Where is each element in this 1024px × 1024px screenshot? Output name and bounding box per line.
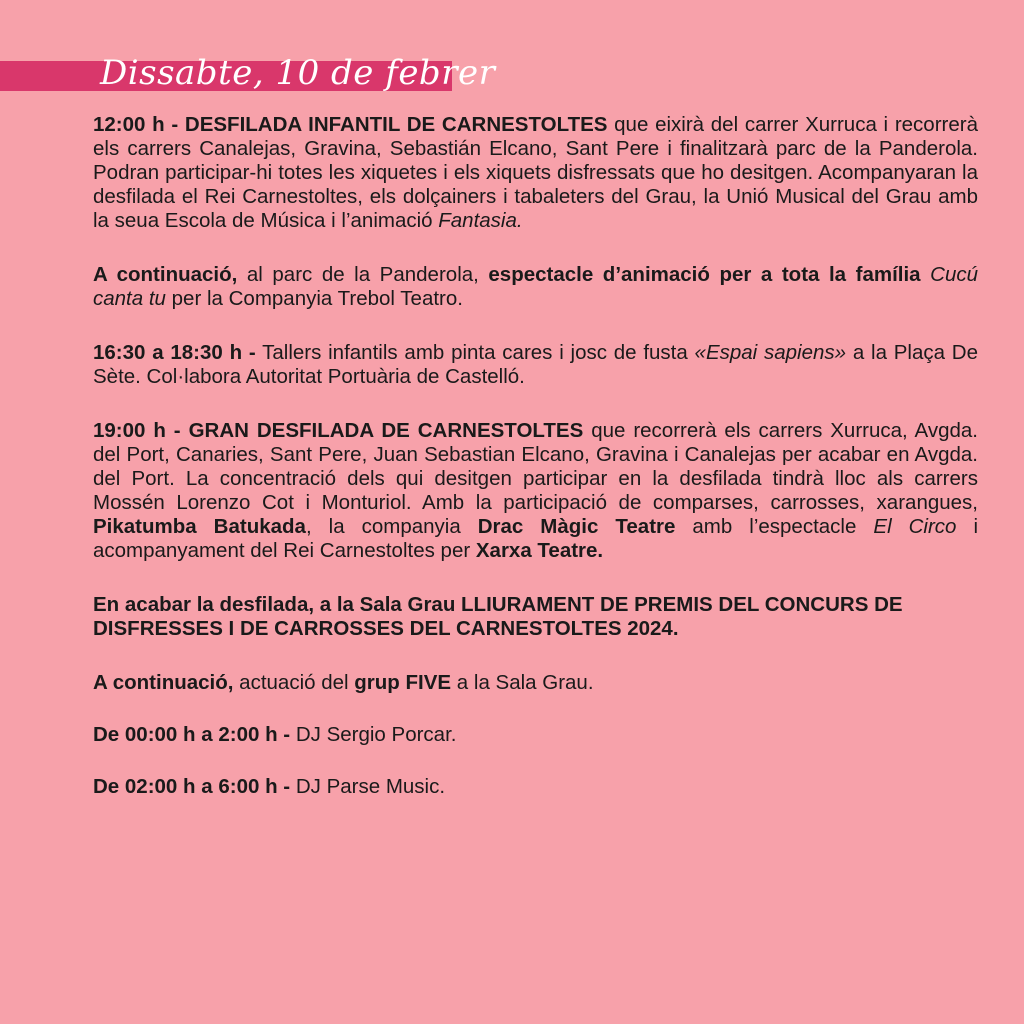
event-group: Xarxa Teatre. xyxy=(475,539,604,562)
event-description: Tallers infantils amb pinta cares i josc de fusta xyxy=(255,341,695,364)
event-description xyxy=(921,263,931,286)
event-time: 19:00 h - GRAN DESFILADA DE CARNESTOLTES xyxy=(93,419,584,442)
event-group: Drac Màgic Teatre xyxy=(477,515,676,538)
event-dj-1 xyxy=(93,723,978,747)
event-description: DJ Parse Music. xyxy=(290,775,446,798)
event-concert xyxy=(93,671,978,695)
event-time: De 02:00 h a 6:00 h - xyxy=(93,775,291,798)
event-highlight: espectacle d’animació per a tota la família xyxy=(488,263,921,286)
event-group: Pikatumba Batukada xyxy=(93,515,306,538)
event-description: , la companyia xyxy=(305,515,478,538)
event-description: per la Companyia Trebol Teatro. xyxy=(165,287,463,310)
event-group: grup FIVE xyxy=(354,671,452,694)
date-title: Dissabte, 10 de febrer xyxy=(100,53,496,93)
event-description: que eixirà del carrer Xurruca i recorrerà els carrers Canalejas, Gravina, Sebastián Elcano, Sant Pere i finalitzarà parc de la Panderola. Podran participar-hi totes les xiquetes i els xiquets disfressats que ho desitgen. Acompanyaran la desfilada el Rei Carnestoltes, els dolçainers i tabaleters del Grau, la Unió Musical del Grau amb la seua Escola de Música i l’animació xyxy=(93,113,978,232)
event-awards-text: En acabar la desfilada, a la Sala Grau LLIURAMENT DE PREMIS DEL CONCURS DE DISFRESSES I DE CARROSSES DEL CARNESTOLTES 2024. xyxy=(93,593,903,640)
event-dj-2 xyxy=(93,775,978,799)
event-show-name: «Espai sapiens» xyxy=(694,341,847,364)
event-show-name: Fantasia. xyxy=(438,209,523,232)
event-show-name: Cucú canta tu xyxy=(93,263,978,310)
event-awards xyxy=(93,593,978,641)
event-time: 16:30 a 18:30 h - xyxy=(93,341,256,364)
event-time: 12:00 h - DESFILADA INFANTIL DE CARNESTOLTES xyxy=(93,113,608,136)
event-description: que recorrerà els carrers Xurruca, Avgda. del Port, Canaries, Sant Pere, Juan Sebastian Elcano, Gravina i Canalejas per acabar en Avgda. del Port. La concentració dels qui desitgen participar en la desfilada tindrà lloc als carrers Mossén Lorenzo Cot i Monturiol. Amb la participació de comparses, carrosses, xarangues, xyxy=(93,419,978,514)
event-show-name: El Circo xyxy=(873,515,957,538)
event-time: De 00:00 h a 2:00 h - xyxy=(93,723,291,746)
event-description: actuació del xyxy=(233,671,355,694)
event-lead: A continuació, xyxy=(93,671,234,694)
event-description: DJ Sergio Porcar. xyxy=(290,723,457,746)
event-description: i acompanyament del Rei Carnestoltes per xyxy=(93,515,978,562)
program-list xyxy=(93,113,978,829)
event-workshops xyxy=(93,341,978,389)
event-grand-parade xyxy=(93,419,978,563)
event-description: a la Plaça De Sète. Col·labora Autoritat Portuària de Castelló. xyxy=(93,341,978,388)
event-description: amb l’espectacle xyxy=(675,515,874,538)
event-family-show xyxy=(93,263,978,311)
event-children-parade xyxy=(93,113,978,233)
event-description: al parc de la Panderola, xyxy=(237,263,489,286)
event-lead: A continuació, xyxy=(93,263,238,286)
event-description: a la Sala Grau. xyxy=(451,671,594,694)
